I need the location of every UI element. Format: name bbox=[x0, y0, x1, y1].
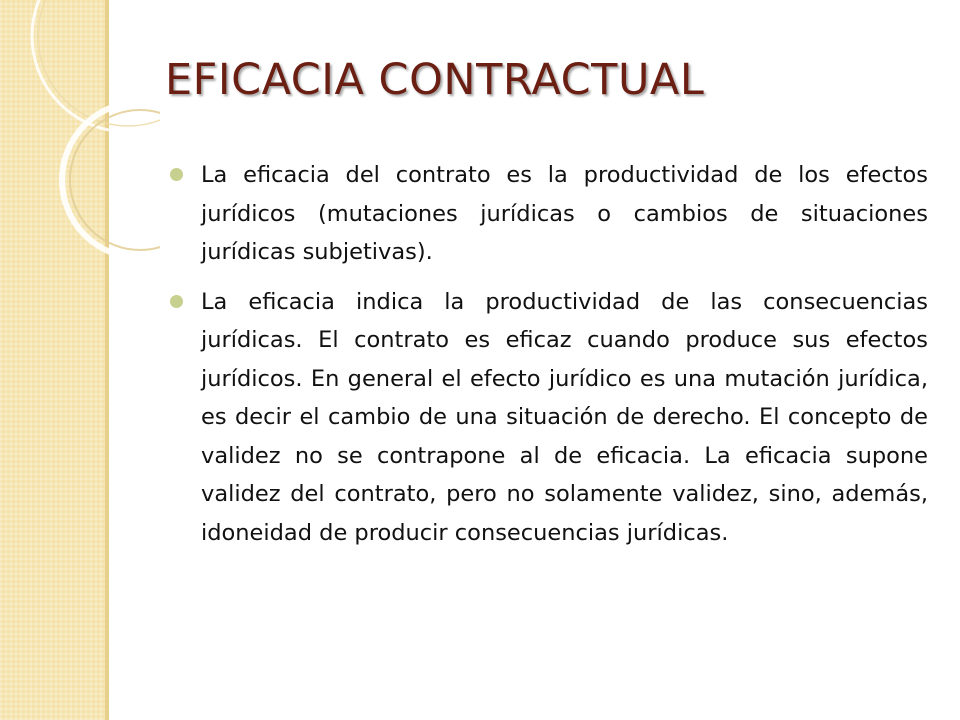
slide-title: EFICACIA CONTRACTUAL bbox=[165, 55, 705, 105]
bullet-text: La eficacia indica la productividad de las consecuencias jurídicas. El contrato es eficaz cuando produce sus efectos jurídicos. En general el efecto jurídico es una mutación jurídica, es decir el cambio de una situación de derecho. El concepto de validez no se contrapone al de eficacia. La eficacia supone validez del contrato, pero no solamente validez, sino, además, idoneidad de producir consecuencias jurídicas. bbox=[201, 288, 928, 546]
bullet-dot-icon bbox=[170, 295, 183, 308]
bullet-item bbox=[170, 283, 928, 553]
bullet-list bbox=[170, 156, 928, 563]
bullet-dot-icon bbox=[170, 168, 183, 181]
bullet-text: La eficacia del contrato es la productividad de los efectos jurídicos (mutaciones jurídicas o cambios de situaciones jurídicas subjetivas). bbox=[201, 162, 928, 265]
bullet-item bbox=[170, 156, 928, 272]
decorative-rings bbox=[0, 0, 160, 300]
